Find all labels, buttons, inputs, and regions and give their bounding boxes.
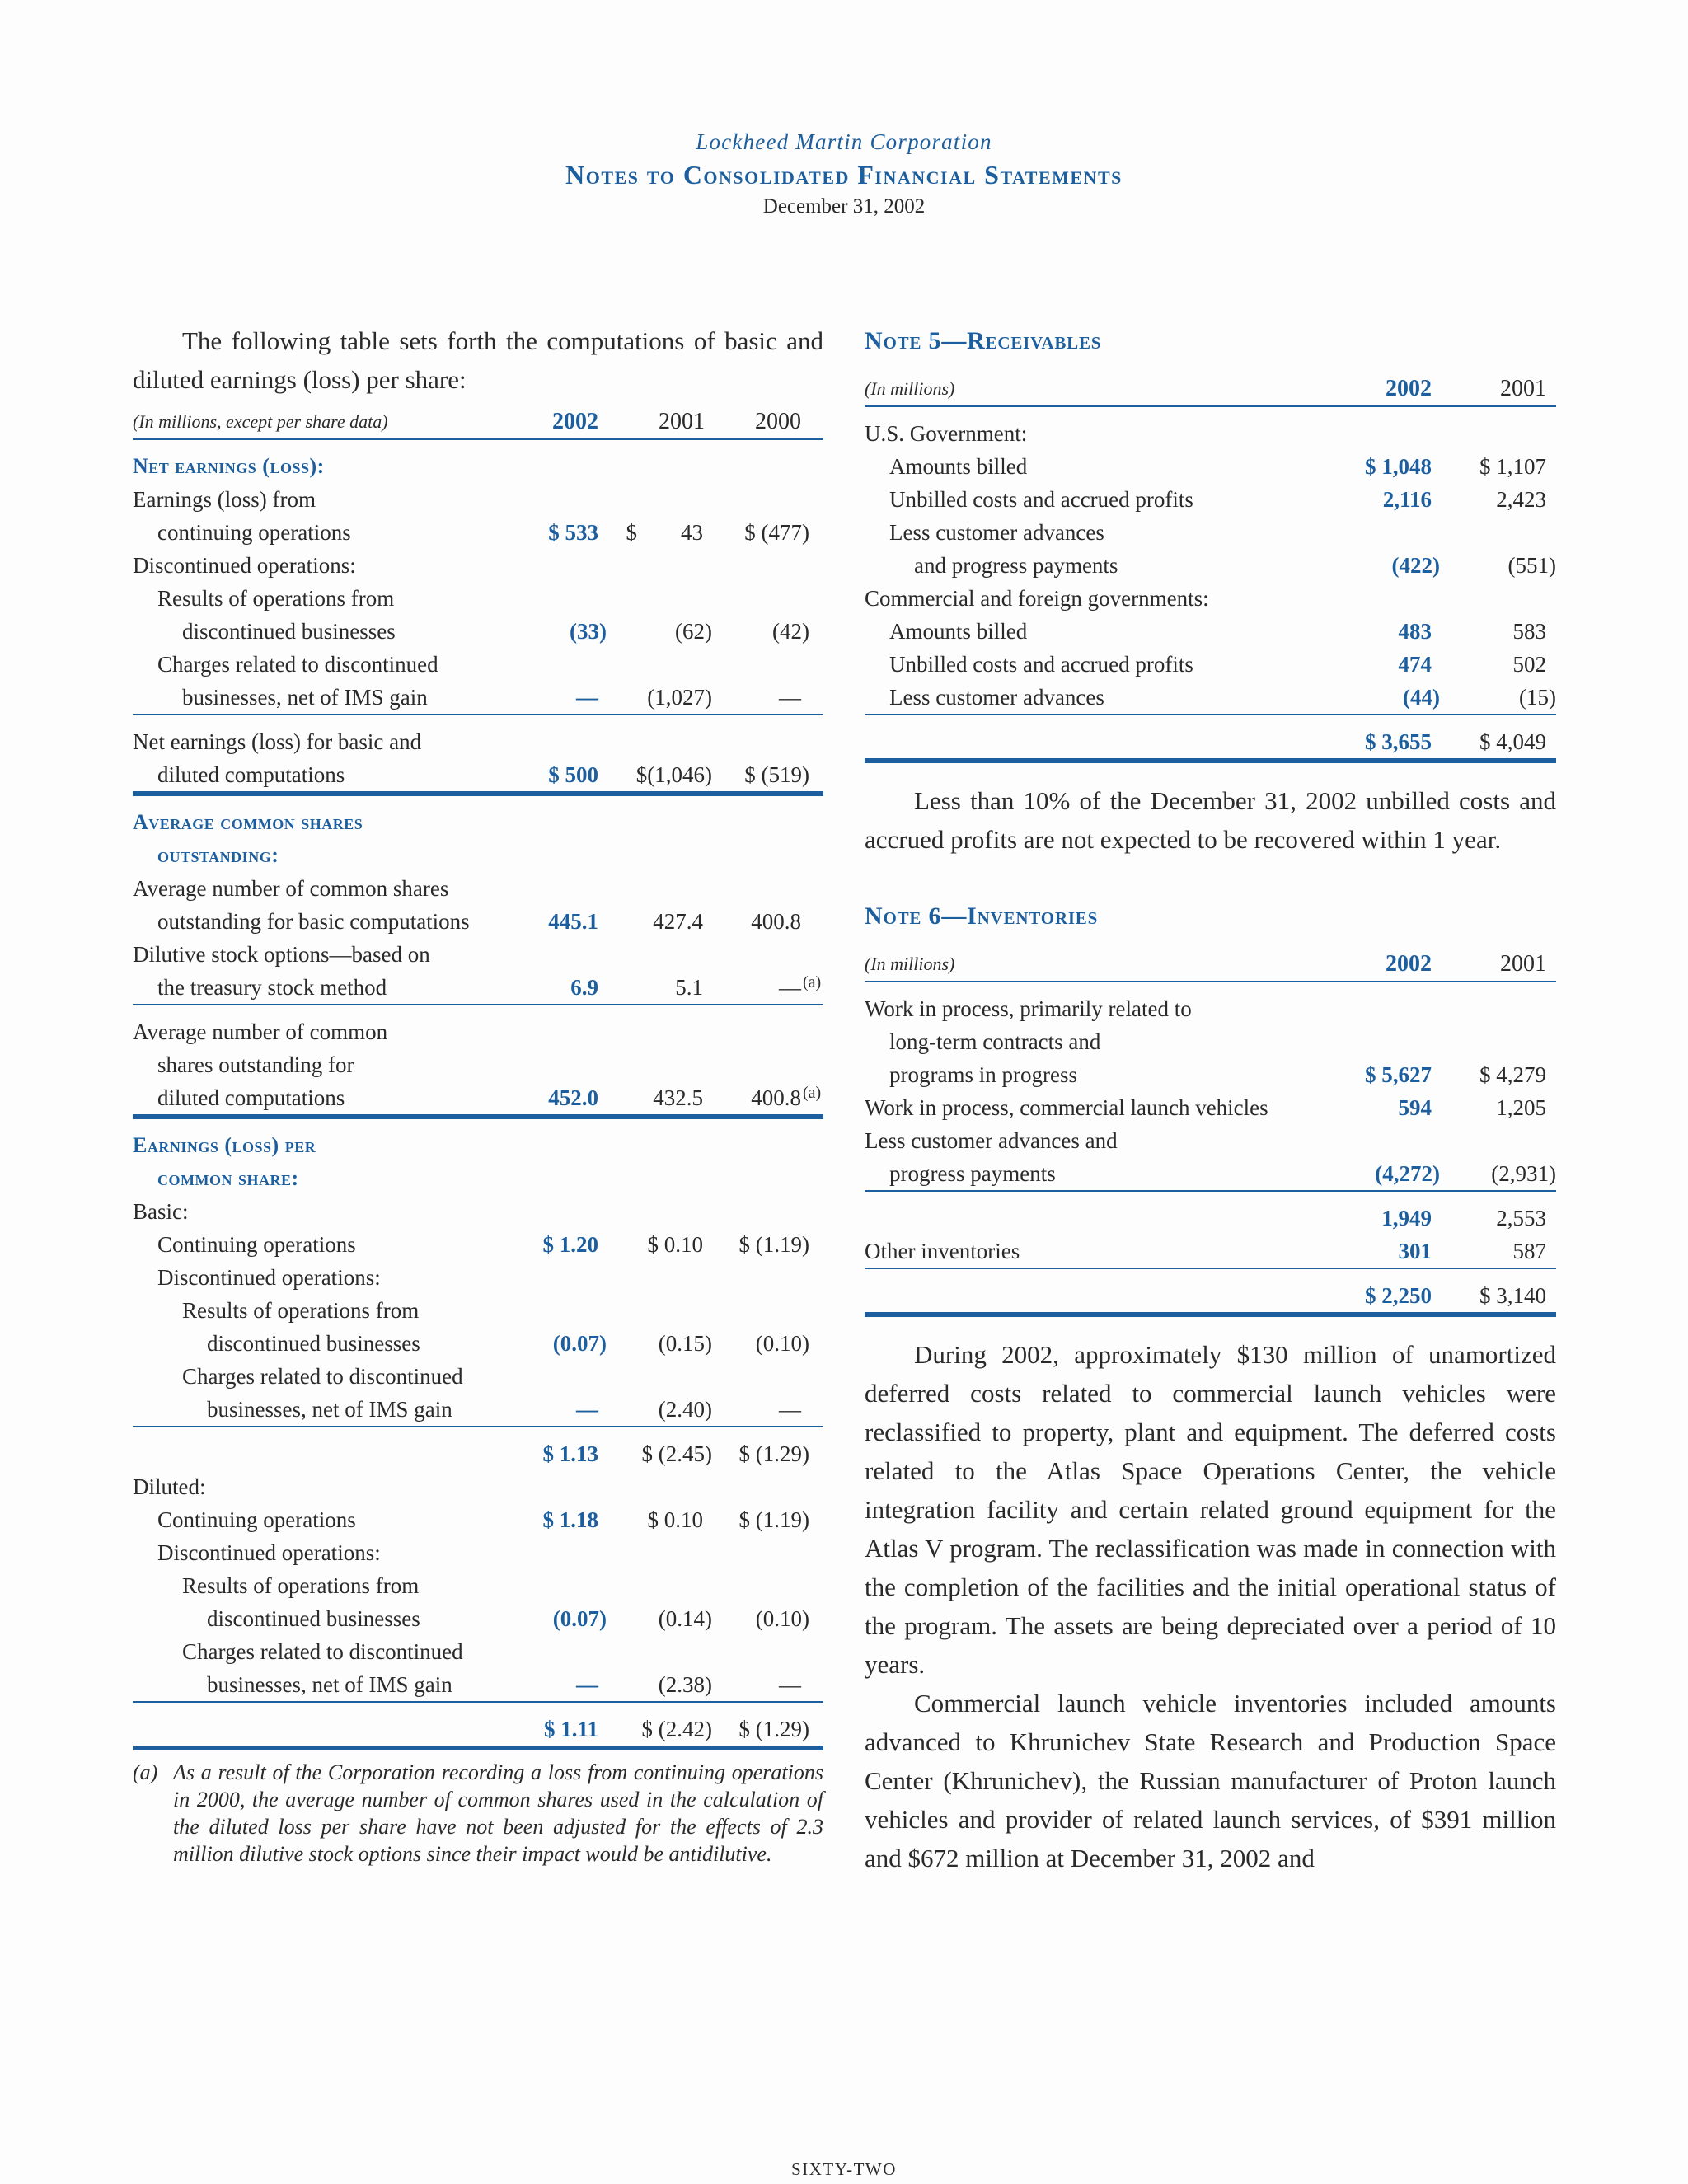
note5-paragraph: Less than 10% of the December 31, 2002 unbilled costs and accrued profits are not expected to be recovered within 1 year. [865, 786, 1556, 854]
page-number: SIXTY-TWO [791, 2159, 897, 2179]
table-row: Results of operations from [182, 1573, 420, 1598]
page-header [0, 127, 1688, 221]
eps-table [133, 405, 823, 1750]
table-row: progress payments (4,272) (2,931) [865, 1157, 1556, 1192]
table-row: Average number of common shares [133, 876, 449, 901]
section-heading: Net earnings (loss): [133, 454, 325, 478]
table-row: Less customer advances (44) (15) [865, 681, 1556, 715]
table-row: businesses, net of IMS gain — (2.40) — [133, 1393, 823, 1427]
col-2001: 2001 [1500, 951, 1546, 977]
table-row: long-term contracts and [889, 1029, 1101, 1054]
note5-title: Note 5—Receivables [865, 327, 1102, 354]
table-row: Results of operations from [182, 1298, 420, 1323]
footnote-text: As a result of the Corporation recording a loss from continuing operations in 2000, the average number of common shares used in the calculation of the diluted loss per share have not been adjusted for the effects of 2.3 million dilutive stock options since their impact would be antidilutive. [173, 1760, 823, 1866]
col-2002: 2002 [1386, 951, 1432, 977]
table-row: Discontinued operations: [157, 1265, 381, 1290]
inventories-table [865, 948, 1556, 1317]
table-row: businesses, net of IMS gain — (1,027) — [133, 681, 823, 715]
table-row: shares outstanding for [157, 1052, 354, 1077]
table-row: Amounts billed 483 583 [889, 619, 1546, 644]
right-column [865, 321, 1556, 1877]
table-row: Dilutive stock options—based on [133, 942, 430, 967]
table-row: Amounts billed $ 1,048 $ 1,107 [889, 454, 1546, 479]
eps-column-header [133, 405, 823, 440]
table-row: Unbilled costs and accrued profits 2,116 2,423 [889, 487, 1546, 512]
note6-paragraph-2: Commercial launch vehicle inventories included amounts advanced to Khrunichev State Research and Production Space Center (Khrunichev), the Russian manufacturer of Proton launch vehicles and provider of related launch services, of $391 million and $672 million at December 31, 2002 and [865, 1689, 1556, 1872]
left-column [133, 321, 823, 1868]
table-row: $ 1.13 $ (2.45) $ (1.29) [542, 1441, 809, 1466]
inventories-column-header [865, 948, 1556, 982]
table-row: the treasury stock method 6.9 5.1 — (a) [133, 971, 823, 1005]
col-2001: 2001 [1500, 376, 1546, 401]
table-row: $ 3,655 $ 4,049 [865, 725, 1556, 763]
note6-title: Note 6—Inventories [865, 902, 1099, 930]
table-row: Commercial and foreign governments: [865, 586, 1209, 611]
footnote-ref: (a) [803, 973, 822, 991]
note6-paragraph-1: During 2002, approximately $130 million of unamortized deferred costs related to commercial launch vehicles were reclassified to property, plant and equipment. The deferred costs related to the Atlas Space Operations Center, the vehicle integration facility and certain related ground equipment for the Atlas V program. The reclassification was made in connection with the completion of the facilities and the initial operational status of the program. The assets are being depreciated over a period of 10 years. [865, 1340, 1556, 1679]
statement-date: December 31, 2002 [762, 195, 926, 218]
table-row: diluted computations $ 500 $(1,046) $ (519) [133, 758, 823, 796]
table-row: Basic: [133, 1199, 189, 1224]
footnote-mark: (a) [133, 1760, 158, 1784]
table-row: Charges related to discontinued [182, 1364, 463, 1389]
table-row: diluted computations 452.0 432.5 400.8 (a) [133, 1081, 823, 1119]
table-row: discontinued businesses (0.07) (0.14) (0.10) [207, 1606, 809, 1631]
table-row: Discontinued operations: [133, 553, 356, 578]
table-row: outstanding for basic computations 445.1 427.4 400.8 [157, 909, 801, 934]
table-row: Work in process, commercial launch vehicles 594 1,205 [865, 1095, 1546, 1120]
table-row: $ 2,250 $ 3,140 [865, 1279, 1556, 1317]
section-heading: Average common shares [133, 810, 363, 834]
units-label: (In millions) [865, 954, 955, 974]
page-title: Notes to Consolidated Financial Statements [565, 160, 1123, 190]
table-row: Earnings (loss) from [133, 487, 316, 512]
units-label: (In millions, except per share data) [133, 411, 388, 432]
section-heading: Earnings (loss) per [133, 1133, 316, 1157]
table-row: Diluted: [133, 1474, 206, 1499]
col-2001: 2001 [659, 409, 705, 434]
section-heading: common share: [157, 1166, 299, 1190]
table-row: Average number of common [133, 1019, 388, 1044]
table-row: Unbilled costs and accrued profits 474 502 [889, 652, 1546, 677]
footnote-ref: (a) [803, 1084, 822, 1102]
table-row: discontinued businesses (0.07) (0.15) (0.10) [207, 1331, 809, 1356]
col-2000: 2000 [755, 409, 801, 434]
table-row: Continuing operations $ 1.18 $ 0.10 $ (1.19) [157, 1507, 809, 1532]
section-heading: outstanding: [157, 843, 279, 867]
table-row: businesses, net of IMS gain — (2.38) — [133, 1668, 823, 1703]
table-row: Charges related to discontinued [182, 1639, 463, 1664]
table-row: programs in progress $ 5,627 $ 4,279 [889, 1062, 1546, 1087]
receivables-table [865, 373, 1556, 763]
table-row: Other inventories 301 587 [865, 1235, 1556, 1269]
company-name: Lockheed Martin Corporation [696, 129, 992, 154]
eps-intro: The following table sets forth the computations of basic and diluted earnings (loss) per share: [133, 326, 823, 394]
table-row: $ 1.11 $ (2.42) $ (1.29) [133, 1713, 823, 1750]
table-row: Net earnings (loss) for basic and [133, 729, 422, 754]
table-row: U.S. Government: [865, 421, 1028, 446]
table-row: Work in process, primarily related to [865, 996, 1192, 1021]
table-row: Charges related to discontinued [157, 652, 438, 677]
eps-footnote [133, 1759, 823, 1868]
table-row: Continuing operations $ 1.20 $ 0.10 $ (1.19) [157, 1232, 809, 1257]
table-row: discontinued businesses (33) (62) (42) [182, 619, 809, 644]
receivables-column-header [865, 373, 1556, 407]
table-row: continuing operations $ 533 $ 43 $ (477) [157, 520, 809, 545]
units-label: (In millions) [865, 378, 955, 399]
table-row: Less customer advances and [865, 1128, 1118, 1153]
col-2002: 2002 [552, 409, 598, 434]
table-row: Results of operations from [157, 586, 395, 611]
table-row: and progress payments (422) (551) [914, 553, 1556, 578]
table-row: 1,949 2,553 [1381, 1206, 1546, 1230]
col-2002: 2002 [1386, 376, 1432, 401]
table-row: Discontinued operations: [157, 1540, 381, 1565]
table-row: Less customer advances [889, 520, 1104, 545]
